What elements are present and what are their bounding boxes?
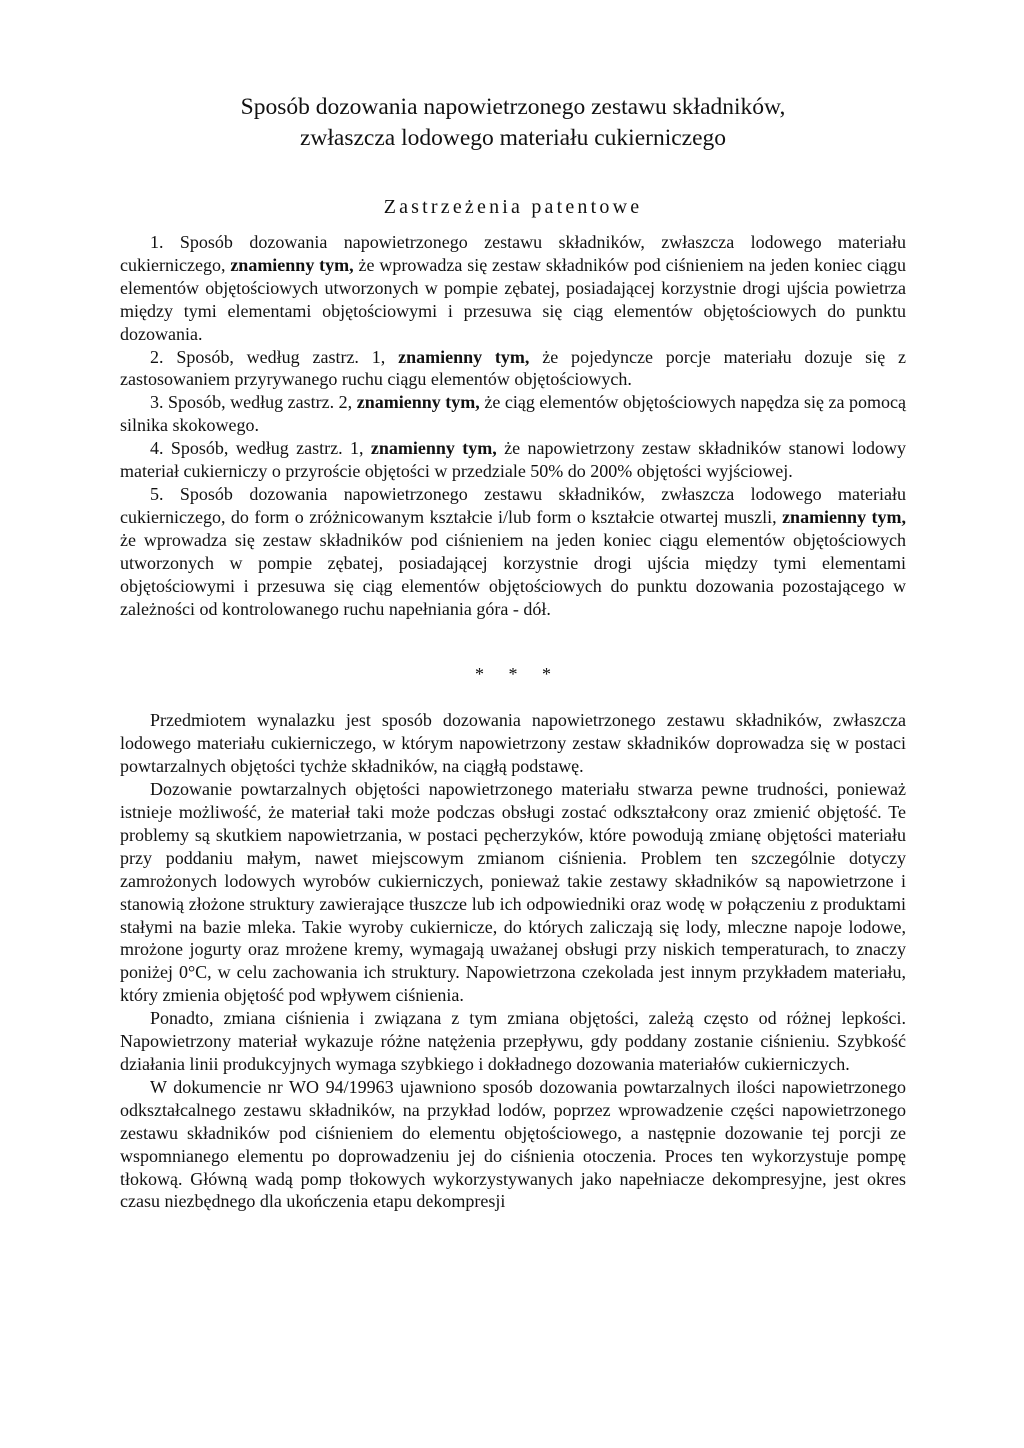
claim-keyword: znamienny tym, [230,254,354,275]
claims-section [120,231,906,620]
claim-paragraph: 5. Sposób dozowania napowietrzonego zestawu składników, zwłaszcza lodowego materiału cukierniczego, do form o zróżnicowanym kształcie i/lub form o kształcie otwartej muszli, znamienny tym, że wprowadza się zestaw składników pod ciśnieniem na jeden koniec ciągu elementów objętościowych utworzonych w pompie zębatej, posiadającej korzystnie drogi ujścia między tymi elementami objętościowymi i przesuwa się ciąg elementów objętościowych do punktu dozowania pozostającego w zależności od kontrolowanego ruchu napełniania góra - dół. [120,483,906,619]
claims-heading: Zastrzeżenia patentowe [383,196,643,218]
claim-keyword: znamienny tym, [356,392,480,413]
title-line-1: Sposób dozowania napowietrzonego zestawu składników, [240,94,786,120]
claim-paragraph: 1. Sposób dozowania napowietrzonego zestawu składników, zwłaszcza lodowego materiału cukierniczego, znamienny tym, że wprowadza się zestaw składników pod ciśnieniem na jeden koniec ciągu elementów objętościowych utworzonych w pompie zębatej, posiadającej korzystnie drogi ujścia powietrza między tymi elementami objętościowymi i przesuwa się ciąg elementów objętościowych do punktu dozowania. [120,232,906,344]
description-paragraph: Przedmiotem wynalazku jest sposób dozowania napowietrzonego zestawu składników, zwłaszcza lodowego materiału cukierniczego, w którym napowietrzony zestaw składników doprowadza się w postaci powtarzalnych objętości tychże składników, na ciągłą podstawę. [120,710,906,777]
description-paragraph: Dozowanie powtarzalnych objętości napowietrzonego materiału stwarza pewne trudności, ponieważ istnieje możliwość, że materiał taki może podczas obsługi zostać odkształcony oraz zmienić objętość. Te problemy są skutkiem napowietrzania, w postaci pęcherzyków, które powodują zmianę objętości materiału przy poddaniu małym, nawet miejscowym zmianom ciśnienia. Problem ten szczególnie dotyczy zamrożonych lodowych wyrobów cukierniczych, ponieważ takie zestawy składników są napowietrzone i stanowią złożone struktury zawierające tłuszcze lub ich odpowiedniki oraz wodę w połączeniu z produktami stałymi na bazie mleka. Takie wyroby cukiernicze, do których zaliczają się lody, mleczne napoje lodowe, mrożone jogurty oraz mrożene kremy, wymagają uważanej obsługi przy niskich temperaturach, to znaczy poniżej 0°C, w celu zachowania ich struktury. Napowietrzona czekolada jest innym przykładem materiału, który zmienia objętość pod wpływem ciśnienia. [120,779,906,1006]
section-separator: * * * [475,664,561,685]
description-paragraph: W dokumencie nr WO 94/19963 ujawniono sposób dozowania powtarzalnych ilości napowietrzonego odkształcalnego zestawu składników, na przykład lodów, poprzez wprowadzenie części napowietrzonego zestawu składników pod ciśnieniem do elementu objętościowego, a następnie dozowanie tej porcji ze wspomnianego elementu po doprowadzeniu jej do ciśnienia otoczenia. Proces ten wykorzystuje pompę tłokową. Główną wadą pomp tłokowych wykorzystywanych jako napełniacze dekompresyjne, jest okres czasu niezbędnego dla ukończenia etapu dekompresji [120,1076,906,1212]
claim-paragraph: 3. Sposób, według zastrz. 2, znamienny tym, że ciąg elementów objętościowych napędza się za pomocą silnika skokowego. [120,392,906,436]
document-title [120,92,906,154]
claim-keyword: znamienny tym, [370,438,497,459]
description-paragraph: Ponadto, zmiana ciśnienia i związana z tym zmiana objętości, zależą często od różnej lepkości. Napowietrzony materiał wykazuje różne natężenia przepływu, gdy poddany zostanie ciśnieniu. Szybkość działania linii produkcyjnych wymaga szybkiego i dokładnego dozowania materiałów cukierniczych. [120,1008,906,1074]
document-page [120,92,906,1213]
claim-paragraph: 4. Sposób, według zastrz. 1, znamienny tym, że napowietrzony zestaw składników stanowi lodowy materiał cukierniczy o przyroście objętości w przedziale 50% do 200% objętości wyjściowej. [120,438,907,482]
title-line-2: zwłaszcza lodowego materiału cukierniczego [299,125,727,151]
claim-keyword: znamienny tym, [398,346,530,367]
claim-keyword: znamienny tym, [782,506,906,527]
description-section [120,709,906,1213]
claim-paragraph: 2. Sposób, według zastrz. 1, znamienny tym, że pojedyncze porcje materiału dozuje się z zastosowaniem przyrywanego ruchu ciągu elementów objętościowych. [120,346,906,390]
